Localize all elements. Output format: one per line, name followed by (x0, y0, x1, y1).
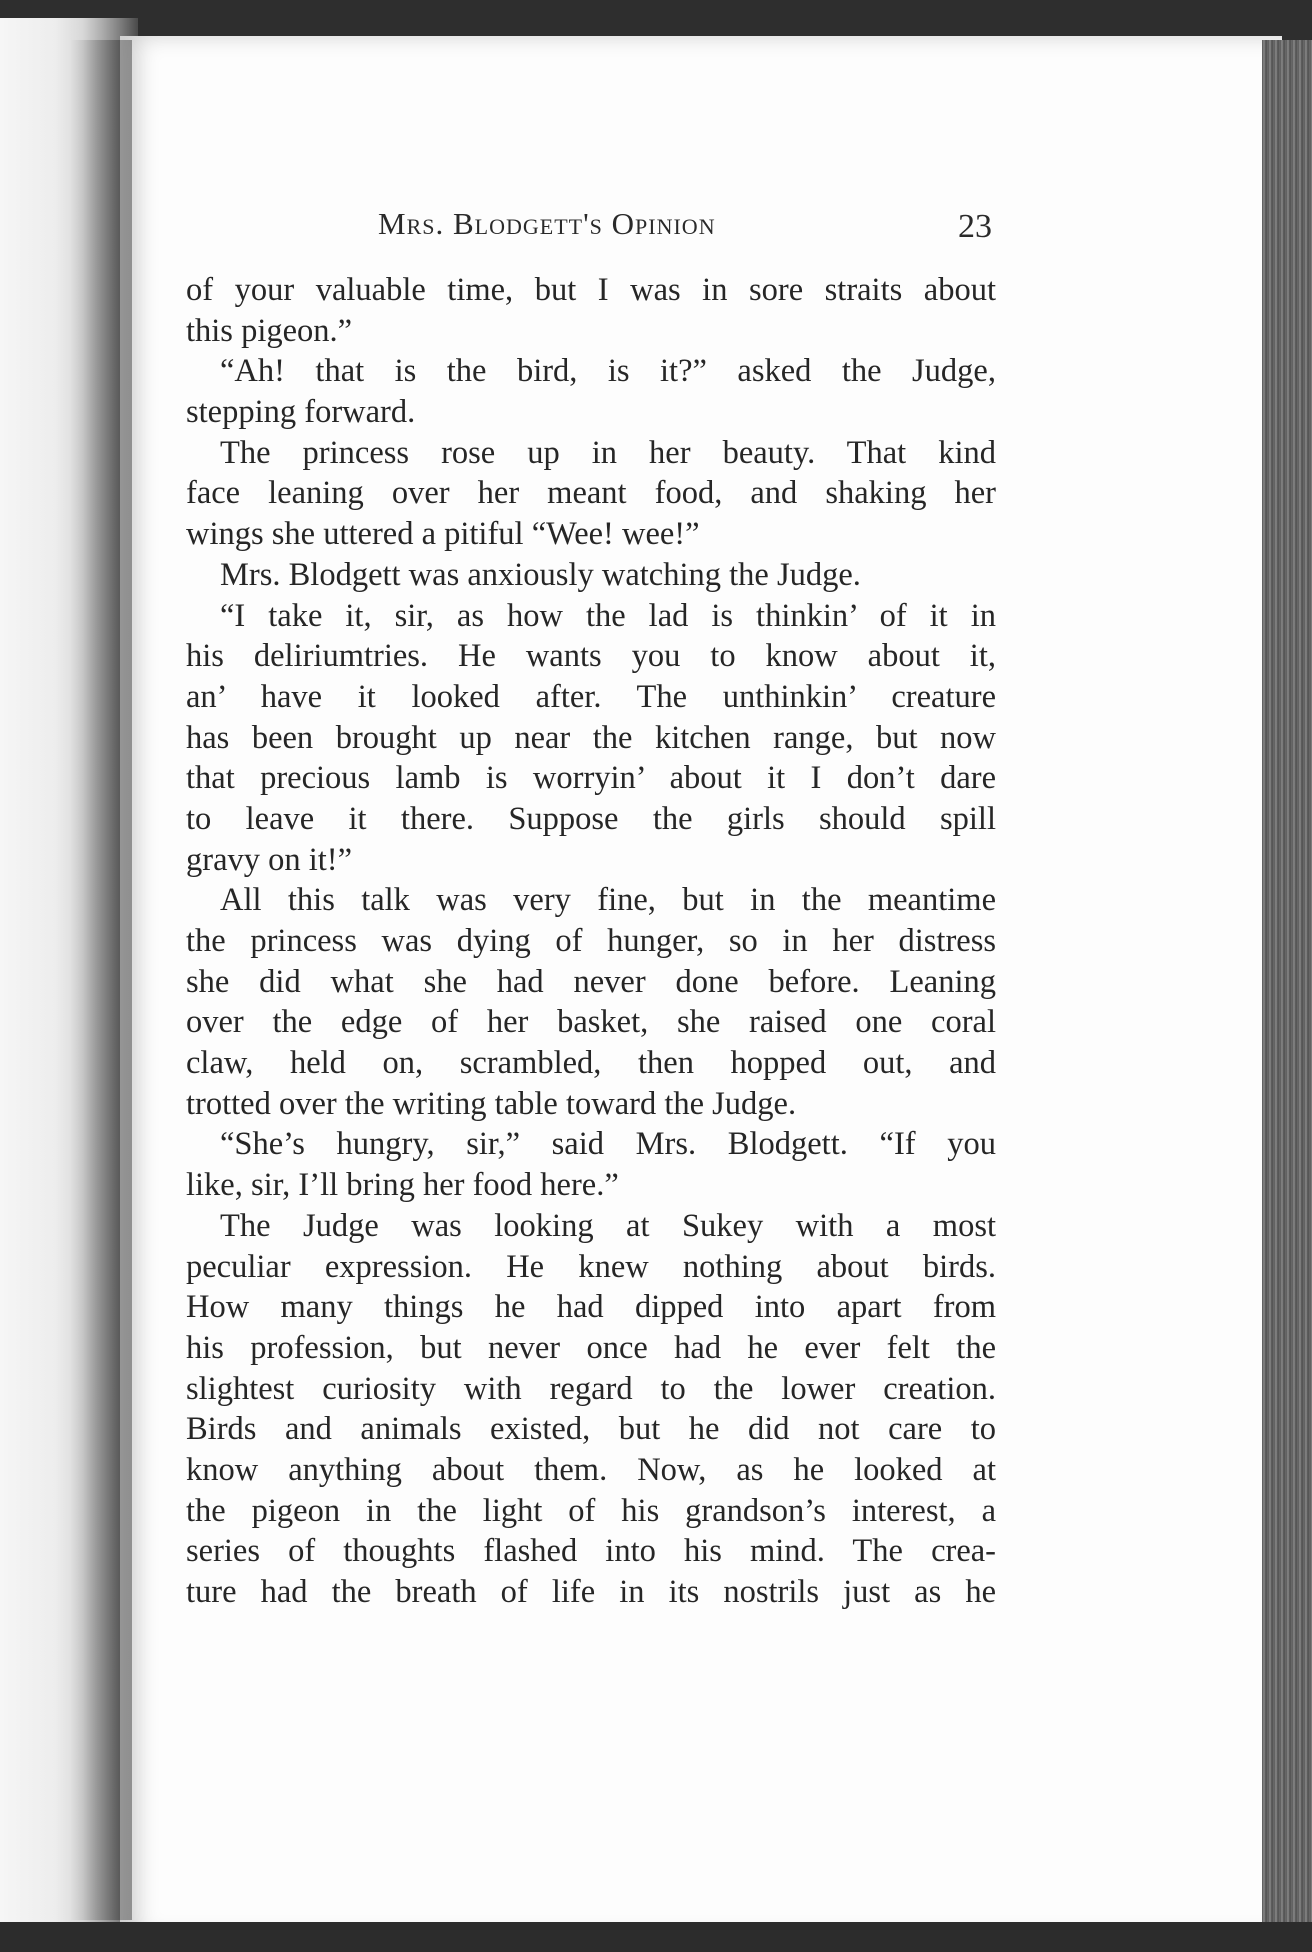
text-line: wings she uttered a pitiful “Wee! wee!” (186, 516, 700, 553)
body-text (186, 270, 996, 1613)
text-line: slightest curiosity with regard to the lower creation. (186, 1370, 996, 1407)
gutter-shadow (70, 40, 132, 1920)
text-line: his profession, but never once had he ever felt the (186, 1329, 996, 1366)
text-line: ture had the breath of life in its nostrils just as he (186, 1574, 996, 1610)
text-line: to leave it there. Suppose the girls should spill (186, 800, 996, 837)
text-line: stepping forward. (186, 394, 416, 431)
text-line: that precious lamb is worryin’ about it I don’t dare (186, 760, 996, 797)
text-line: over the edge of her basket, she raised one coral (186, 1004, 996, 1041)
page-stack-edge (1262, 40, 1312, 1952)
text-line: The Judge was looking at Sukey with a most (220, 1207, 996, 1244)
text-line: “She’s hungry, sir,” said Mrs. Blodgett. “If you (220, 1126, 996, 1163)
text-line: this pigeon.” (186, 312, 353, 349)
text-line: face leaning over her meant food, and shaking her (186, 475, 996, 512)
text-line: has been brought up near the kitchen range, but now (186, 719, 996, 756)
text-line: How many things he had dipped into apart from (186, 1289, 996, 1326)
text-line: series of thoughts flashed into his mind. The crea- (186, 1533, 996, 1570)
text-line: “I take it, sir, as how the lad is thinkin’ of it in (220, 597, 996, 634)
text-line: claw, held on, scrambled, then hopped out, and (186, 1045, 996, 1082)
text-line: “Ah! that is the bird, is it?” asked the Judge, (220, 353, 996, 390)
text-line: trotted over the writing table toward the Judge. (186, 1085, 797, 1122)
text-line: Birds and animals existed, but he did not care to (186, 1411, 996, 1448)
text-line: know anything about them. Now, as he looked at (186, 1451, 996, 1488)
text-line: his deliriumtries. He wants you to know about it, (186, 638, 996, 675)
text-line: Mrs. Blodgett was anxiously watching the Judge. (220, 556, 861, 593)
text-line: the princess was dying of hunger, so in her distress (186, 923, 996, 959)
running-head: Mrs. Blodgett's Opinion (378, 206, 716, 241)
text-line: peculiar expression. He knew nothing about birds. (186, 1248, 996, 1285)
text-line: like, sir, I’ll bring her food here.” (186, 1167, 619, 1204)
text-line: of your valuable time, but I was in sore straits about (186, 272, 996, 308)
text-line: gravy on it!” (186, 841, 353, 878)
scan-top-edge (0, 0, 1312, 40)
page-number: 23 (958, 208, 992, 245)
text-line: The princess rose up in her beauty. That kind (220, 434, 996, 471)
text-line: an’ have it looked after. The unthinkin’ creature (186, 678, 996, 715)
text-line: she did what she had never done before. Leaning (186, 963, 996, 1000)
text-line: All this talk was very fine, but in the meantime (220, 882, 996, 919)
text-line: the pigeon in the light of his grandson’s interest, a (186, 1492, 996, 1529)
scan-bottom-edge (0, 1922, 1312, 1952)
